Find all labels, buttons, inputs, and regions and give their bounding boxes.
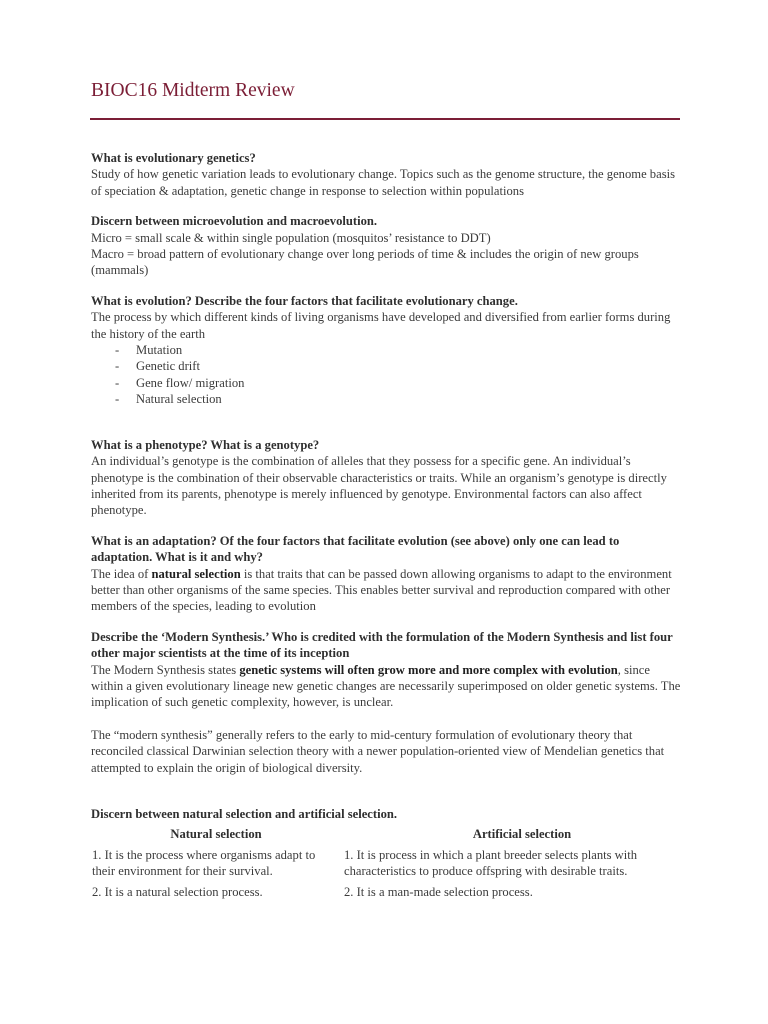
table-cell: 1. It is process in which a plant breeder selects plants with characteristics to produce offspring with desirable traits. — [344, 847, 638, 879]
answer: The process by which different kinds of living organisms have developed and diversified from earlier forms during the history of the earth — [91, 310, 671, 341]
answer: Study of how genetic variation leads to evolutionary change. Topics such as the genome structure, the genome basis of speciation & adaptation, genetic change in response to selection within populations — [91, 167, 675, 198]
table-row — [90, 846, 702, 883]
table-cell: 2. It is a natural selection process. — [92, 884, 263, 899]
table-header-row — [90, 826, 702, 845]
section-evolutionary-genetics — [91, 150, 681, 199]
section-natural-vs-artificial — [91, 806, 681, 903]
table-cell: 1. It is the process where organisms adapt to their environment for their survival. — [92, 847, 316, 879]
list-item: - Gene flow/ migration — [115, 375, 245, 390]
question: Discern between microevolution and macroevolution. — [91, 214, 378, 229]
answer: An individual’s genotype is the combination of alleles that they possess for a specific gene. An individual’s phenotype is the combination of their observable characteristics or traits. While an organism’s genotype is directly inherited from its parents, phenotype is merely influenced by genotype. Environmental factors can also affect phenotype. — [91, 454, 667, 518]
section-adaptation — [91, 533, 681, 615]
question: What is an adaptation? Of the four factors that facilitate evolution (see above) only one can lead to adaptation. What is it and why? — [91, 533, 620, 565]
question: Discern between natural selection and artificial selection. — [91, 807, 398, 821]
question: What is evolutionary genetics? — [91, 151, 256, 165]
column-header: Natural selection — [170, 827, 262, 842]
answer-micro: Micro = small scale & within single population (mosquitos’ resistance to DDT) — [91, 230, 491, 245]
document-content — [91, 150, 681, 917]
section-phenotype-genotype — [91, 437, 681, 519]
section-evolution-factors — [91, 293, 681, 408]
page-title: BIOC16 Midterm Review — [91, 80, 295, 101]
list-item: - Mutation — [115, 343, 183, 358]
list-item: - Genetic drift — [115, 359, 200, 374]
section-micro-macro — [91, 213, 681, 279]
factor-list — [91, 342, 681, 408]
question: Describe the ‘Modern Synthesis.’ Who is credited with the formulation of the Modern Synthesis and list four other major scientists at the time of its inception — [91, 629, 673, 661]
answer-macro: Macro = broad pattern of evolutionary change over long periods of time & includes the origin of new groups (mammals) — [91, 247, 639, 278]
table-row — [90, 883, 702, 903]
title-divider — [90, 118, 680, 120]
list-item: - Natural selection — [115, 392, 222, 407]
comparison-table — [90, 826, 702, 903]
question: What is a phenotype? What is a genotype? — [91, 437, 320, 452]
table-cell: 2. It is a man-made selection process. — [344, 884, 533, 899]
question: What is evolution? Describe the four factors that facilitate evolutionary change. — [91, 293, 518, 308]
answer: The Modern Synthesis states genetic systems will often grow more and more complex with evolution, since within a given evolutionary lineage new genetic changes are necessarily superimposed on older genetic systems. The implication of such genetic complexity, however, is unclear. — [91, 662, 681, 710]
answer-continued: The “modern synthesis” generally refers to the early to mid-century formulation of evolutionary theory that reconciled classical Darwinian selection theory with a newer population-oriented view of Mendelian genetics that attempted to explain the origin of biological diversity. — [91, 727, 665, 775]
section-modern-synthesis — [91, 629, 681, 776]
column-header: Artificial selection — [472, 827, 572, 842]
answer: The idea of natural selection is that traits that can be passed down allowing organisms to adapt to the environment better than other organisms of the same species. This enables better survival and reproduction compared with other members of the species, leading to evolution — [91, 566, 672, 614]
